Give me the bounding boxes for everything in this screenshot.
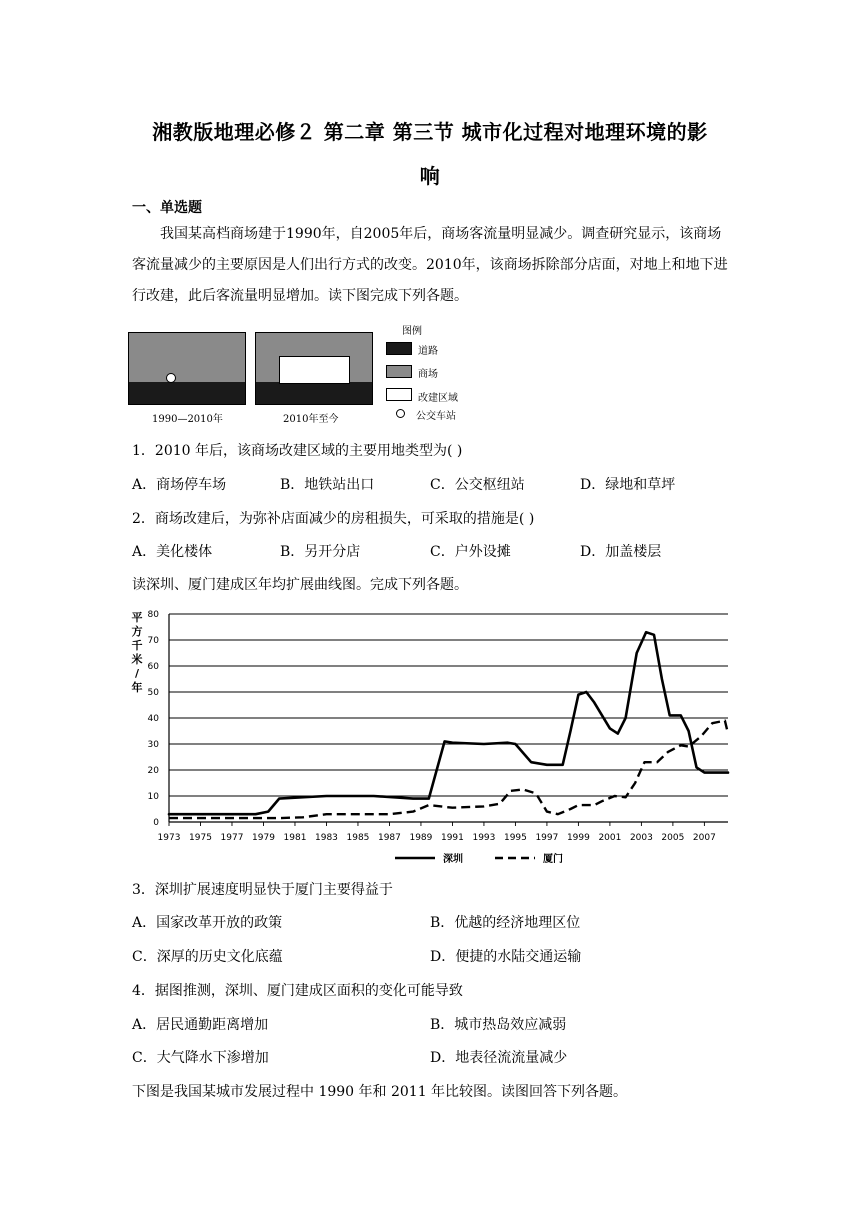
series-line-xiamen (169, 721, 728, 819)
question-3-stem: 3．深圳扩展速度明显快于厦门主要得益于 (132, 882, 393, 898)
legend-bus-stop: 公交车站 (416, 411, 456, 422)
question-4-stem: 4．据图推测，深圳、厦门建成区面积的变化可能导致 (132, 983, 463, 999)
passage-1: 我国某高档商场建于1990年，自2005年后，商场客流量明显减少。调查研究显示，该商场客流量减少的主要原因是人们出行方式的改变。2010年，该商场拆除部分店面，对地上和地下进行改建，此后客流量明显增加。读下图完成下列各题。 (132, 226, 728, 304)
q1-option-c[interactable]: C．公交枢纽站 (430, 477, 525, 493)
mall-figure (128, 322, 488, 432)
y-tick-label: 30 (147, 740, 159, 750)
y-tick-label: 40 (147, 714, 159, 724)
x-tick-label: 2001 (598, 833, 622, 843)
x-tick-label: 1993 (472, 833, 496, 843)
x-tick-label: 1981 (283, 833, 307, 843)
x-tick-label: 1989 (409, 833, 433, 843)
renovation-area (279, 356, 350, 384)
legend-road: 道路 (418, 346, 438, 357)
y-tick-label: 50 (147, 688, 159, 698)
x-tick-label: 1983 (315, 833, 338, 843)
section-heading: 一、单选题 (132, 200, 202, 216)
q1-option-b[interactable]: B．地铁站出口 (280, 477, 375, 493)
q3-option-d[interactable]: D．便捷的水陆交通运输 (430, 949, 582, 965)
q1-option-a[interactable]: A．商场停车场 (132, 477, 227, 493)
q3-option-a[interactable]: A．国家改革开放的政策 (132, 915, 283, 931)
bus-stop-icon (166, 373, 176, 383)
y-tick-label: 0 (153, 818, 159, 828)
x-tick-label: 2007 (692, 833, 716, 843)
q4-option-d[interactable]: D．地表径流流量减少 (430, 1050, 568, 1066)
q4-option-b[interactable]: B．城市热岛效应减弱 (430, 1017, 567, 1033)
q4-option-a[interactable]: A．居民通勤距离增加 (132, 1017, 269, 1033)
expansion-line-chart (125, 605, 735, 870)
q4-option-c[interactable]: C．大气降水下渗增加 (132, 1050, 269, 1066)
x-tick-label: 1979 (252, 833, 275, 843)
x-tick-label: 1995 (503, 833, 527, 843)
y-tick-label: 20 (147, 766, 159, 776)
q2-option-b[interactable]: B．另开分店 (280, 544, 361, 560)
q3-option-c[interactable]: C．深厚的历史文化底蕴 (132, 949, 283, 965)
mall-map-2010-present (255, 332, 373, 405)
legend-swatch-road (386, 342, 412, 355)
y-axis-label-char: 平 (131, 611, 143, 624)
y-tick-label: 70 (147, 636, 159, 646)
x-tick-label: 1985 (346, 833, 370, 843)
y-tick-label: 80 (147, 610, 159, 620)
x-tick-label: 1973 (157, 833, 181, 843)
legend-label-shenzhen: 深圳 (443, 854, 463, 865)
mall-map-1990-2010 (128, 332, 246, 405)
passage-2: 读深圳、厦门建成区年均扩展曲线图。完成下列各题。 (132, 577, 468, 593)
legend-mall: 商场 (418, 369, 438, 380)
caption-1990-2010: 1990—2010年 (152, 414, 223, 425)
legend-swatch-mall (386, 365, 412, 378)
x-tick-label: 1997 (535, 833, 559, 843)
caption-2010-present: 2010年至今 (283, 414, 339, 425)
q2-option-c[interactable]: C．户外设摊 (430, 544, 511, 560)
y-axis-label-char: 年 (131, 681, 143, 694)
q1-option-d[interactable]: D．绿地和草坪 (580, 477, 676, 493)
x-tick-label: 1987 (377, 833, 401, 843)
y-axis-label-char: / (134, 667, 140, 680)
page-title-continued: 响 (419, 164, 441, 188)
x-tick-label: 1999 (566, 833, 590, 843)
x-tick-label: 1975 (189, 833, 212, 843)
y-tick-label: 60 (147, 662, 159, 672)
legend-renovation: 改建区域 (418, 393, 458, 404)
y-axis-label-char: 方 (131, 625, 143, 638)
road-area (256, 382, 372, 404)
page-title: 湘教版地理必修２ 第二章 第三节 城市化过程对地理环境的影 (152, 120, 708, 144)
x-tick-label: 2005 (661, 833, 685, 843)
passage-3: 下图是我国某城市发展过程中 1990 年和 2011 年比较图。读图回答下列各题。 (132, 1084, 628, 1100)
legend-swatch-renovation (386, 388, 412, 401)
legend-title: 图例 (402, 326, 422, 337)
q2-option-d[interactable]: D．加盖楼层 (580, 544, 662, 560)
legend-label-xiamen: 厦门 (543, 854, 563, 865)
x-tick-label: 2003 (629, 833, 653, 843)
question-1-stem: 1．2010 年后，该商场改建区域的主要用地类型为( ) (132, 443, 463, 459)
q3-option-b[interactable]: B．优越的经济地理区位 (430, 915, 581, 931)
y-axis-label-char: 米 (131, 653, 143, 666)
x-tick-label: 1991 (440, 833, 464, 843)
series-line-shenzhen (169, 632, 728, 814)
road-area (129, 382, 245, 404)
legend-bus-stop-icon (396, 409, 405, 418)
y-tick-label: 10 (147, 792, 159, 802)
y-axis-label-char: 千 (131, 639, 143, 652)
q2-option-a[interactable]: A．美化楼体 (132, 544, 213, 560)
question-2-stem: 2．商场改建后，为弥补店面减少的房租损失，可采取的措施是( ) (132, 511, 535, 527)
x-tick-label: 1977 (220, 833, 244, 843)
